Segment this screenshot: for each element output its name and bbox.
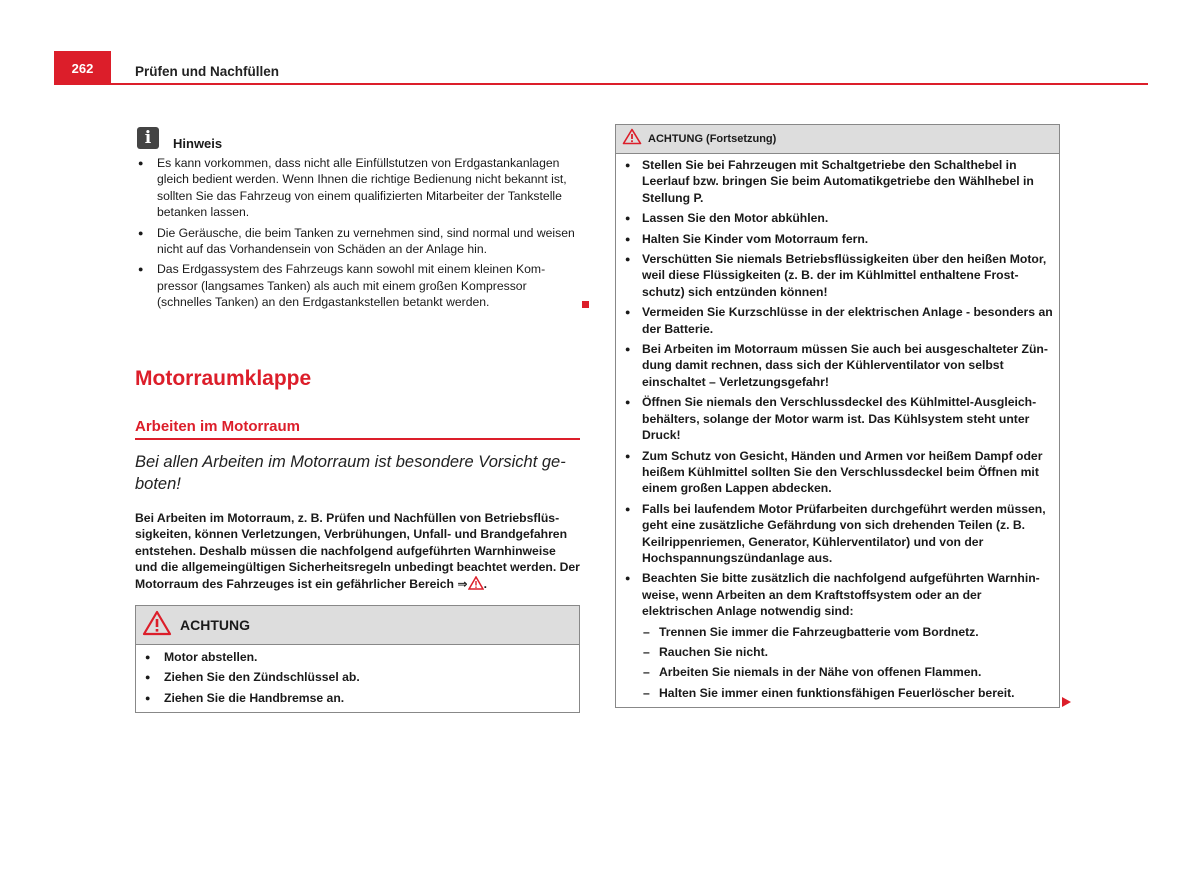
warning-icon: [142, 610, 172, 641]
list-item: ● Lassen Sie den Motor abkühlen.: [622, 210, 1053, 226]
continue-arrow-icon: [1062, 697, 1071, 707]
list-item: ● Zum Schutz von Gesicht, Händen und Armen vor heißem Dampf oder heißem Kühlmittel sollten Sie den Verschlussdeckel beim Öffnen mit einem großen Lappen abdecken.: [622, 448, 1053, 497]
achtung-continued-title: ACHTUNG (Fortsetzung): [648, 133, 777, 145]
intro-paragraph: [135, 510, 580, 594]
warning-ref-icon: [468, 576, 484, 594]
list-item: ● Öffnen Sie niemals den Verschlussdeckel des Kühlmittel-Ausgleichbehälters, solange der Motor warm ist. Das Kühlsystem steht unter Druck!: [622, 394, 1053, 443]
achtung-title: ACHTUNG: [180, 617, 250, 633]
achtung-continued-box: [615, 124, 1060, 708]
list-item: ● Falls bei laufendem Motor Prüfarbeiten durchgeführt werden müssen, geht eine zusätzliche Gefährdung von sich drehenden Teilen (z. B. Keilrippenriemen, Generator, Kühlerventilator) und von der Hochspannungszündanlage aus.: [622, 501, 1053, 567]
list-item: ● Beachten Sie bitte zusätzlich die nachfolgend aufgeführten Warnhinweise, wenn Arbeiten an dem Kraftstoffsystem oder an der elektrischen Anlage notwendig sind:: [622, 570, 1053, 619]
hinweis-title: Hinweis: [173, 136, 223, 151]
list-item: ● Verschütten Sie niemals Betriebsflüssigkeiten über den heißen Motor, weil diese Flüssigkeiten (z. B. der im Kühlmittel enthaltene Frostschutz) sich entzünden können!: [622, 251, 1053, 300]
sublist-item: – Halten Sie immer einen funktionsfähigen Feuerlöscher bereit.: [622, 685, 1053, 701]
achtung-sublist: [622, 624, 1053, 702]
intro-paragraph-end: .: [483, 576, 487, 591]
achtung-continued-list: [622, 157, 1053, 620]
list-item: ● Ziehen Sie die Handbremse an.: [142, 690, 573, 706]
sublist-item: – Rauchen Sie nicht.: [622, 644, 1053, 660]
chapter-title: Prüfen und Nachfüllen: [135, 64, 280, 79]
list-item: ● Es kann vorkommen, dass nicht alle Einfüllstutzen von Erdgastankanlagen gleich bedient werden. Wenn Ihnen die richtige Bedienung nicht bekannt ist, sollten Sie das Fahrzeug von einem qualifizierten Mitarbeiter der Tankstelle betanken lassen.: [135, 155, 580, 221]
sublist-item: – Trennen Sie immer die Fahrzeugbatterie vom Bordnetz.: [622, 624, 1053, 640]
hinweis-list: [135, 155, 580, 311]
page-number: 262: [54, 51, 111, 85]
sublist-item: – Arbeiten Sie niemals in der Nähe von offenen Flammen.: [622, 664, 1053, 680]
section-heading: Motorraumklappe: [135, 367, 312, 390]
list-item: ● Das Erdgassystem des Fahrzeugs kann sowohl mit einem kleinen Kompressor (langsames Tanken) als auch mit einem großen Kompressor (schnelles Tanken) an den Erdgastankstellen betankt werden.: [135, 261, 580, 310]
achtung-box: [135, 605, 580, 713]
intro-text: Bei allen Arbeiten im Motorraum ist besondere Vorsicht geboten!: [135, 453, 566, 493]
list-item: ● Motor abstellen.: [142, 649, 573, 665]
achtung-list: [136, 645, 579, 712]
list-item: ● Stellen Sie bei Fahrzeugen mit Schaltgetriebe den Schalthebel in Leerlauf bzw. bringen Sie beim Automatikgetriebe den Wählhebel in Stellung P.: [622, 157, 1053, 206]
header-rule: [54, 83, 1148, 85]
info-icon: i: [137, 127, 159, 149]
list-item: ● Bei Arbeiten im Motorraum müssen Sie auch bei ausgeschalteter Zündung damit rechnen, dass sich der Kühlerventilator von selbst einschaltet – Verletzungsgefahr!: [622, 341, 1053, 390]
hinweis-note: [135, 124, 580, 315]
list-item: ● Halten Sie Kinder vom Motorraum fern.: [622, 231, 1053, 247]
subheading-rule: [135, 438, 580, 440]
warning-icon: [622, 128, 642, 150]
list-item: ● Vermeiden Sie Kurzschlüsse in der elektrischen Anlage - besonders an der Batterie.: [622, 304, 1053, 337]
list-item: ● Die Geräusche, die beim Tanken zu vernehmen sind, sind normal und weisen nicht auf das Vorhandensein von Schäden an der Anlage hin.: [135, 225, 580, 258]
list-item: ● Ziehen Sie den Zündschlüssel ab.: [142, 669, 573, 685]
section-subheading: Arbeiten im Motorraum: [135, 418, 301, 435]
intro-paragraph-text: Bei Arbeiten im Motorraum, z. B. Prüfen und Nachfüllen von Betriebsflüssigkeiten, können Verletzungen, Verbrühungen, Unfall- und Brandgefahren entstehen. Deshalb müssen die nachfolgend aufgeführten Warnhinweise und die allgemeingültigen Sicherheitsregeln unbedingt beachtet werden. Der Motorraum des Fahrzeuges ist ein gefährlicher Bereich ⇒: [135, 511, 580, 591]
section-end-marker: [582, 301, 589, 308]
